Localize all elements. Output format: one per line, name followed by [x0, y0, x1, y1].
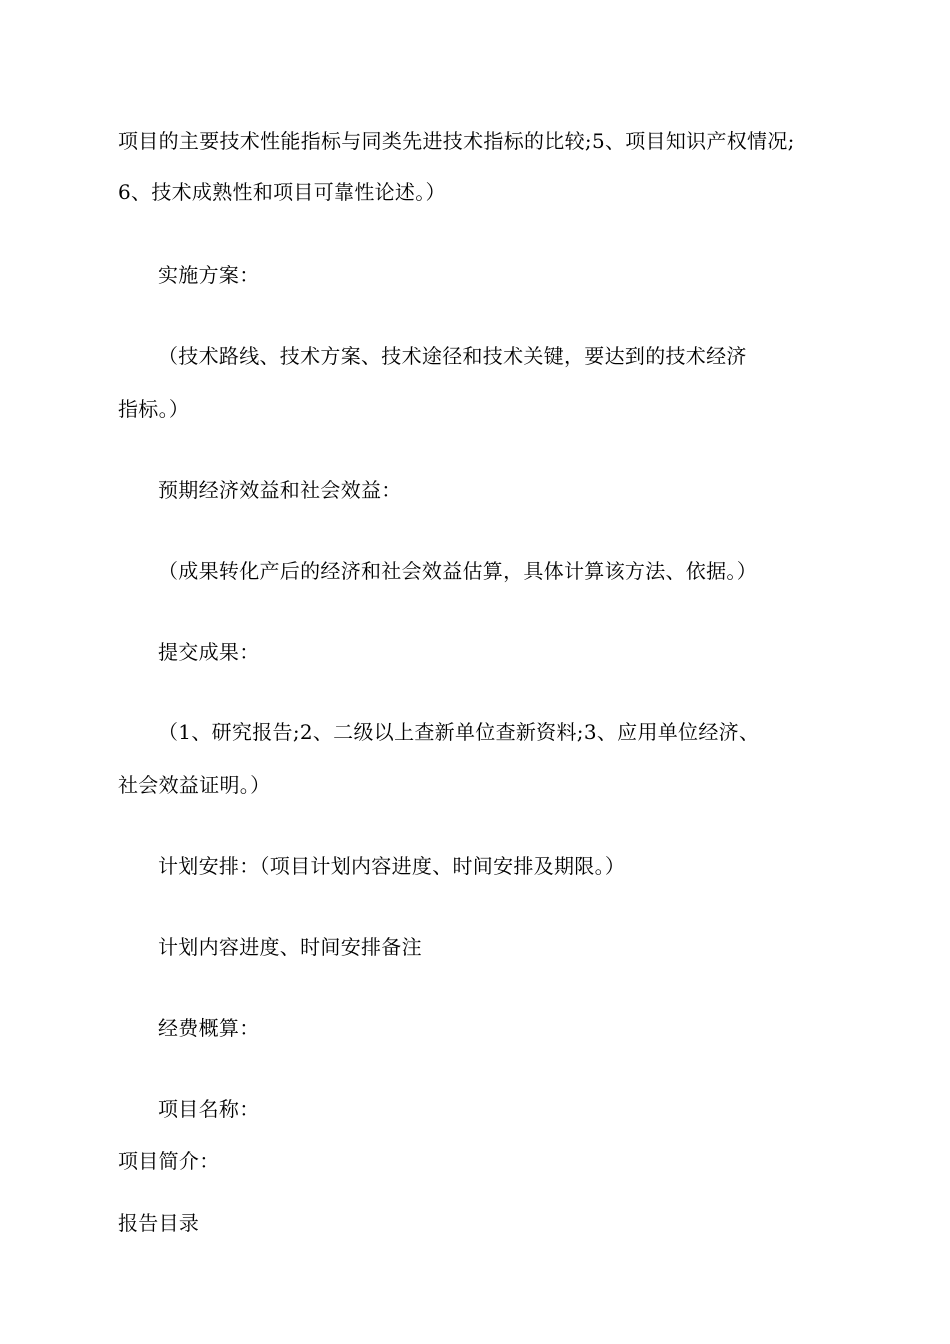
- text-line-benefit-proof: 社会效益证明。）: [118, 773, 271, 797]
- text-line-maturity: 6、技术成熟性和项目可靠性论述。）: [118, 180, 446, 204]
- heading-project-summary: 项目简介：: [118, 1149, 220, 1173]
- text-line-benefit-estimate: （成果转化产后的经济和社会效益估算，具体计算该方法、依据。）: [158, 559, 757, 583]
- heading-report-contents: 报告目录: [118, 1211, 200, 1235]
- heading-implementation-plan: 实施方案：: [158, 263, 260, 287]
- heading-expected-benefits: 预期经济效益和社会效益：: [158, 478, 402, 502]
- text-line-deliverables-list: （1、研究报告;2、二级以上查新单位查新资料;3、应用单位经济、: [158, 720, 760, 744]
- text-line-technical-route: （技术路线、技术方案、技术途径和技术关键，要达到的技术经济: [158, 344, 747, 368]
- text-line-ip-comparison: 项目的主要技术性能指标与同类先进技术指标的比较;5、项目知识产权情况;: [118, 129, 795, 153]
- text-line-indicators: 指标。）: [118, 397, 190, 421]
- heading-deliverables: 提交成果：: [158, 640, 260, 664]
- heading-project-name: 项目名称：: [158, 1097, 260, 1121]
- text-line-schedule-columns: 计划内容进度、时间安排备注: [158, 935, 422, 959]
- heading-budget: 经费概算：: [158, 1016, 260, 1040]
- heading-schedule: 计划安排：（项目计划内容进度、时间安排及期限。）: [158, 854, 626, 878]
